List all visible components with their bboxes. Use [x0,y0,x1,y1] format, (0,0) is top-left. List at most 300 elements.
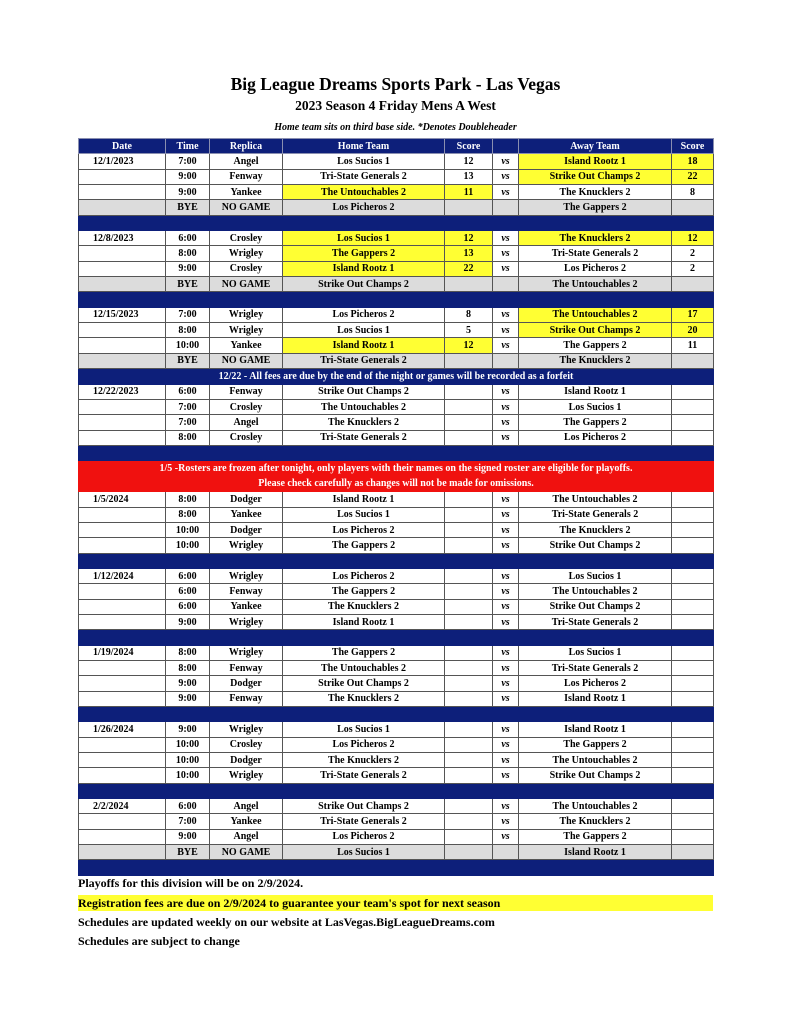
home-team-cell: Island Rootz 1 [283,261,445,276]
date-cell [79,829,166,844]
time-cell: 10:00 [166,538,210,553]
away-team-cell: The Knucklers 2 [519,185,672,200]
vs-cell: vs [493,154,519,169]
time-cell: 9:00 [166,829,210,844]
vs-cell: vs [493,430,519,445]
home-score-cell [445,415,493,430]
replica-cell: Wrigley [210,768,283,783]
away-score-cell [672,522,714,537]
home-score-cell [445,722,493,737]
game-row [79,722,714,737]
away-score-cell [672,768,714,783]
time-cell: BYE [166,200,210,215]
replica-cell: Yankee [210,507,283,522]
date-cell [79,661,166,676]
away-score-cell [672,691,714,706]
fees-notice-row [79,369,714,384]
away-team-cell: The Knucklers 2 [519,231,672,246]
time-cell: 9:00 [166,614,210,629]
vs-cell: vs [493,538,519,553]
game-row [79,768,714,783]
away-score-cell: 2 [672,246,714,261]
home-team-cell: Los Sucios 1 [283,231,445,246]
roster-notice-line2: Please check carefully as changes will not be made for omissions. [258,478,534,490]
away-team-cell: The Untouchables 2 [519,799,672,814]
home-score-cell [445,753,493,768]
home-team-cell: Island Rootz 1 [283,614,445,629]
playoffs-note: Playoffs for this division will be on 2/9/2024. [78,876,304,890]
away-score-cell [672,661,714,676]
time-cell: 7:00 [166,399,210,414]
col-header-home-team: Home Team [283,139,445,154]
bye-row [79,277,714,292]
vs-cell: vs [493,614,519,629]
time-cell: 8:00 [166,661,210,676]
date-cell [79,246,166,261]
away-team-cell: Tri-State Generals 2 [519,507,672,522]
away-team-cell: The Gappers 2 [519,415,672,430]
replica-cell: Dodger [210,676,283,691]
date-cell [79,737,166,752]
away-team-cell: The Untouchables 2 [519,492,672,507]
game-row [79,507,714,522]
away-score-cell: 12 [672,231,714,246]
home-team-cell: Island Rootz 1 [283,338,445,353]
home-team-cell: Tri-State Generals 2 [283,353,445,368]
replica-cell: Yankee [210,814,283,829]
vs-cell: vs [493,584,519,599]
week-divider [79,630,714,645]
away-team-cell: Island Rootz 1 [519,845,672,860]
vs-cell: vs [493,307,519,322]
divider-cell [79,445,714,460]
away-team-cell: Strike Out Champs 2 [519,538,672,553]
away-team-cell: Strike Out Champs 2 [519,768,672,783]
vs-cell: vs [493,246,519,261]
time-cell: BYE [166,353,210,368]
date-cell [79,814,166,829]
home-score-cell [445,645,493,660]
home-team-cell: Los Picheros 2 [283,200,445,215]
replica-cell: Wrigley [210,645,283,660]
home-team-cell: The Gappers 2 [283,584,445,599]
time-cell: 7:00 [166,415,210,430]
bye-row [79,845,714,860]
game-row [79,231,714,246]
home-team-cell: Los Picheros 2 [283,307,445,322]
time-cell: 8:00 [166,492,210,507]
vs-cell: vs [493,814,519,829]
replica-cell: Wrigley [210,568,283,583]
date-cell [79,538,166,553]
home-team-cell: Los Sucios 1 [283,154,445,169]
date-cell: 12/22/2023 [79,384,166,399]
away-score-cell [672,277,714,292]
game-row [79,737,714,752]
game-row [79,246,714,261]
home-team-cell: Tri-State Generals 2 [283,169,445,184]
schedule-body [79,139,714,876]
away-team-cell: The Untouchables 2 [519,584,672,599]
vs-cell: vs [493,645,519,660]
divider-cell [79,860,714,875]
time-cell: 6:00 [166,584,210,599]
home-team-cell: The Gappers 2 [283,645,445,660]
date-cell [79,169,166,184]
away-team-cell: Los Picheros 2 [519,676,672,691]
season-subtitle: 2023 Season 4 Friday Mens A West [295,98,496,113]
replica-cell: Yankee [210,185,283,200]
away-team-cell: Island Rootz 1 [519,722,672,737]
vs-cell: vs [493,661,519,676]
away-score-cell: 11 [672,338,714,353]
home-team-cell: Los Picheros 2 [283,568,445,583]
divider-cell [79,630,714,645]
vs-cell: vs [493,384,519,399]
date-cell [79,338,166,353]
game-row [79,323,714,338]
vs-cell: vs [493,507,519,522]
replica-cell: NO GAME [210,353,283,368]
date-cell [79,599,166,614]
home-team-cell: Los Picheros 2 [283,737,445,752]
vs-cell: vs [493,722,519,737]
vs-cell: vs [493,415,519,430]
roster-notice [79,461,714,492]
week-divider [79,292,714,307]
date-cell [79,323,166,338]
time-cell: 7:00 [166,814,210,829]
home-team-cell: Los Sucios 1 [283,323,445,338]
home-score-cell [445,568,493,583]
replica-cell: Crosley [210,737,283,752]
vs-cell: vs [493,323,519,338]
time-cell: 7:00 [166,154,210,169]
game-row [79,814,714,829]
home-score-cell: 22 [445,261,493,276]
date-cell [79,277,166,292]
away-team-cell: The Gappers 2 [519,200,672,215]
change-note: Schedules are subject to change [78,934,240,948]
home-score-cell [445,492,493,507]
away-team-cell: Tri-State Generals 2 [519,614,672,629]
date-cell [79,522,166,537]
home-score-cell [445,538,493,553]
away-team-cell: Tri-State Generals 2 [519,246,672,261]
time-cell: 9:00 [166,169,210,184]
away-score-cell: 22 [672,169,714,184]
home-score-cell: 11 [445,185,493,200]
away-score-cell [672,676,714,691]
game-row [79,169,714,184]
away-team-cell: The Gappers 2 [519,338,672,353]
date-cell [79,185,166,200]
home-score-cell: 5 [445,323,493,338]
replica-cell: Angel [210,829,283,844]
date-cell [79,200,166,215]
vs-cell: vs [493,399,519,414]
time-cell: 8:00 [166,430,210,445]
home-team-cell: Strike Out Champs 2 [283,676,445,691]
home-team-cell: Tri-State Generals 2 [283,814,445,829]
replica-cell: Fenway [210,661,283,676]
home-team-note: Home team sits on third base side. *Denotes Doubleheader [274,122,517,133]
time-cell: 9:00 [166,722,210,737]
home-score-cell: 12 [445,338,493,353]
game-row [79,185,714,200]
date-cell [79,261,166,276]
bye-row [79,200,714,215]
home-score-cell [445,430,493,445]
vs-cell: vs [493,768,519,783]
time-cell: 8:00 [166,507,210,522]
game-row [79,676,714,691]
home-team-cell: Strike Out Champs 2 [283,277,445,292]
vs-cell [493,353,519,368]
time-cell: 10:00 [166,338,210,353]
date-cell: 1/5/2024 [79,492,166,507]
date-cell: 12/1/2023 [79,154,166,169]
time-cell: 6:00 [166,799,210,814]
header-row [79,139,714,154]
home-score-cell [445,737,493,752]
vs-cell [493,277,519,292]
date-cell [79,430,166,445]
home-score-cell: 13 [445,169,493,184]
vs-cell: vs [493,753,519,768]
game-row [79,691,714,706]
home-score-cell [445,768,493,783]
game-row [79,338,714,353]
home-score-cell [445,353,493,368]
away-team-cell: The Untouchables 2 [519,307,672,322]
away-team-cell: The Gappers 2 [519,737,672,752]
home-score-cell [445,691,493,706]
away-team-cell: The Knucklers 2 [519,353,672,368]
game-row [79,522,714,537]
game-row [79,154,714,169]
game-row [79,261,714,276]
home-team-cell: Los Picheros 2 [283,522,445,537]
away-team-cell: The Untouchables 2 [519,277,672,292]
away-score-cell [672,492,714,507]
away-team-cell: Tri-State Generals 2 [519,661,672,676]
game-row [79,753,714,768]
vs-cell: vs [493,261,519,276]
replica-cell: Dodger [210,492,283,507]
time-cell: 7:00 [166,307,210,322]
home-team-cell: The Untouchables 2 [283,185,445,200]
home-score-cell [445,599,493,614]
home-score-cell [445,277,493,292]
home-score-cell [445,384,493,399]
away-score-cell: 2 [672,261,714,276]
home-score-cell [445,584,493,599]
date-cell: 12/15/2023 [79,307,166,322]
replica-cell: Yankee [210,338,283,353]
replica-cell: NO GAME [210,200,283,215]
time-cell: 9:00 [166,691,210,706]
away-team-cell: Los Sucios 1 [519,568,672,583]
home-score-cell: 13 [445,246,493,261]
away-team-cell: Island Rootz 1 [519,691,672,706]
home-score-cell [445,799,493,814]
away-score-cell [672,845,714,860]
time-cell: 10:00 [166,753,210,768]
away-team-cell: Strike Out Champs 2 [519,599,672,614]
vs-cell: vs [493,799,519,814]
game-row [79,384,714,399]
replica-cell: Fenway [210,691,283,706]
home-team-cell: Island Rootz 1 [283,492,445,507]
time-cell: 9:00 [166,185,210,200]
away-score-cell: 17 [672,307,714,322]
away-score-cell [672,415,714,430]
game-row [79,584,714,599]
home-team-cell: The Untouchables 2 [283,399,445,414]
replica-cell: NO GAME [210,277,283,292]
vs-cell: vs [493,676,519,691]
time-cell: 8:00 [166,246,210,261]
vs-cell: vs [493,169,519,184]
away-team-cell: The Untouchables 2 [519,753,672,768]
vs-cell: vs [493,522,519,537]
vs-cell [493,845,519,860]
home-team-cell: The Untouchables 2 [283,661,445,676]
date-cell: 12/8/2023 [79,231,166,246]
away-team-cell: Los Picheros 2 [519,430,672,445]
vs-cell: vs [493,568,519,583]
game-row [79,430,714,445]
col-header-date: Date [79,139,166,154]
replica-cell: Angel [210,799,283,814]
game-row [79,829,714,844]
vs-cell: vs [493,338,519,353]
away-team-cell: Strike Out Champs 2 [519,323,672,338]
home-score-cell [445,399,493,414]
home-score-cell [445,829,493,844]
fees-notice: 12/22 - All fees are due by the end of the night or games will be recorded as a forfeit [79,369,714,384]
replica-cell: Wrigley [210,722,283,737]
home-team-cell: Tri-State Generals 2 [283,430,445,445]
time-cell: BYE [166,277,210,292]
replica-cell: Dodger [210,753,283,768]
date-cell [79,768,166,783]
replica-cell: Wrigley [210,323,283,338]
away-score-cell: 20 [672,323,714,338]
away-team-cell: Los Picheros 2 [519,261,672,276]
away-team-cell: Los Sucios 1 [519,399,672,414]
website-note: Schedules are updated weekly on our website at LasVegas.BigLeagueDreams.com [78,915,495,929]
game-row [79,492,714,507]
away-score-cell [672,353,714,368]
vs-cell: vs [493,691,519,706]
date-cell [79,845,166,860]
date-cell [79,415,166,430]
bye-row [79,353,714,368]
home-team-cell: Strike Out Champs 2 [283,384,445,399]
away-score-cell [672,599,714,614]
game-row [79,307,714,322]
replica-cell: Wrigley [210,614,283,629]
vs-cell: vs [493,231,519,246]
away-team-cell: The Gappers 2 [519,829,672,844]
home-team-cell: Los Sucios 1 [283,722,445,737]
home-team-cell: Los Sucios 1 [283,845,445,860]
away-score-cell [672,737,714,752]
replica-cell: Yankee [210,599,283,614]
replica-cell: Dodger [210,522,283,537]
away-score-cell [672,399,714,414]
divider-cell [79,292,714,307]
col-header-away-team: Away Team [519,139,672,154]
home-score-cell [445,845,493,860]
home-team-cell: The Knucklers 2 [283,599,445,614]
vs-cell: vs [493,185,519,200]
divider-cell [79,783,714,798]
home-score-cell [445,507,493,522]
home-team-cell: Strike Out Champs 2 [283,799,445,814]
replica-cell: NO GAME [210,845,283,860]
replica-cell: Angel [210,154,283,169]
date-cell: 1/19/2024 [79,645,166,660]
date-cell: 2/2/2024 [79,799,166,814]
time-cell: 9:00 [166,261,210,276]
date-cell [79,353,166,368]
date-cell [79,753,166,768]
away-score-cell [672,200,714,215]
registration-note: Registration fees are due on 2/9/2024 to guarantee your team's spot for next season [78,895,713,911]
replica-cell: Crosley [210,399,283,414]
game-row [79,799,714,814]
home-score-cell [445,522,493,537]
week-divider [79,783,714,798]
away-team-cell: Los Sucios 1 [519,645,672,660]
replica-cell: Fenway [210,584,283,599]
date-cell [79,584,166,599]
col-header-away-score: Score [672,139,714,154]
date-cell [79,507,166,522]
game-row [79,645,714,660]
home-score-cell [445,676,493,691]
away-score-cell [672,584,714,599]
away-score-cell: 8 [672,185,714,200]
time-cell: 10:00 [166,522,210,537]
time-cell: 6:00 [166,231,210,246]
time-cell: BYE [166,845,210,860]
time-cell: 6:00 [166,599,210,614]
home-score-cell: 12 [445,231,493,246]
date-cell [79,691,166,706]
home-team-cell: Los Sucios 1 [283,507,445,522]
home-score-cell: 8 [445,307,493,322]
away-team-cell: Strike Out Champs 2 [519,169,672,184]
vs-cell [493,200,519,215]
time-cell: 10:00 [166,768,210,783]
replica-cell: Crosley [210,231,283,246]
home-team-cell: The Gappers 2 [283,246,445,261]
col-header-vs [493,139,519,154]
away-score-cell [672,384,714,399]
time-cell: 8:00 [166,323,210,338]
replica-cell: Fenway [210,169,283,184]
away-score-cell [672,799,714,814]
page-title: Big League Dreams Sports Park - Las Vegas [230,74,561,94]
divider-cell [79,707,714,722]
date-cell [79,676,166,691]
away-score-cell [672,507,714,522]
home-team-cell: The Knucklers 2 [283,691,445,706]
